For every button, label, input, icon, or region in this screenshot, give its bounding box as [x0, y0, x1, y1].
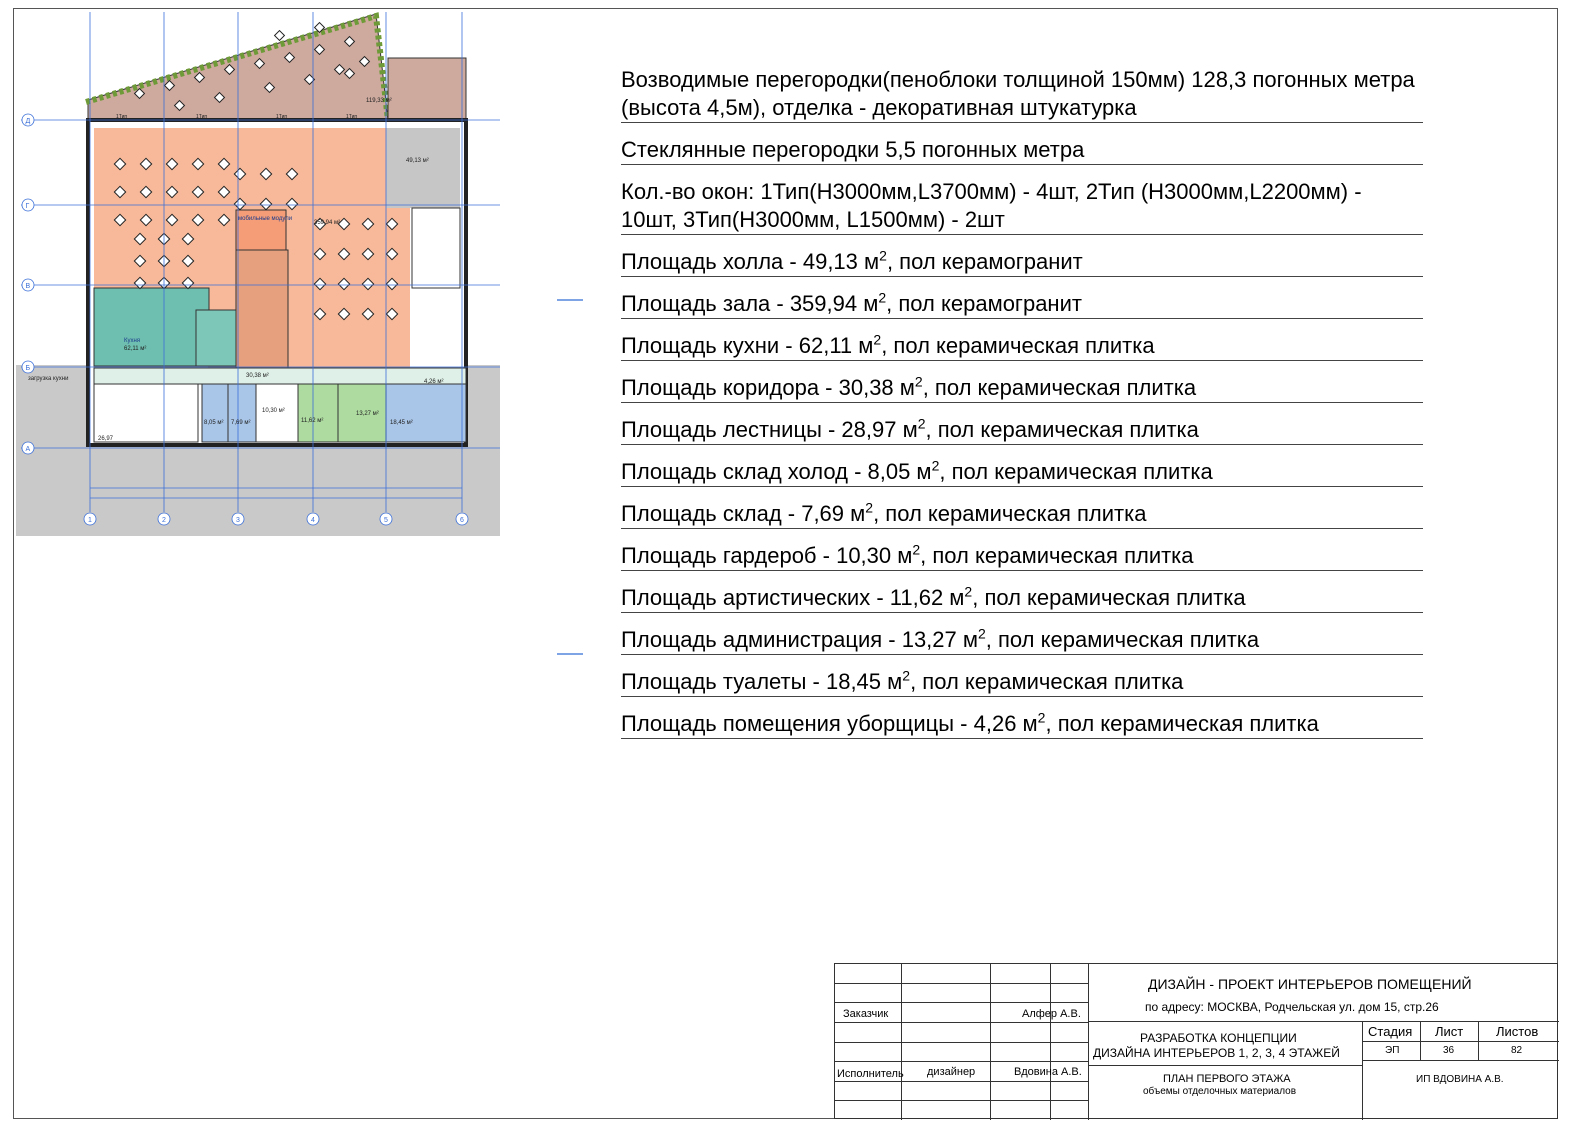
- stage-value: ЭП: [1385, 1045, 1400, 1056]
- label-cold-store: 8,05 м²: [204, 420, 224, 426]
- label-terrace: 119,33 м²: [366, 98, 392, 104]
- table-icon: [275, 31, 285, 41]
- axis-label-1: 1: [88, 517, 92, 524]
- axis-label-Б: Б: [25, 365, 31, 372]
- sheet-title2: объемы отделочных материалов: [1143, 1086, 1297, 1097]
- axis-label-Д: Д: [25, 118, 31, 125]
- window-tag: 1Тип: [346, 114, 358, 120]
- label-admin: 13,27 м²: [356, 411, 379, 417]
- floor-plan: [16, 10, 500, 536]
- spec-item: Площадь склад - 7,69 $м^2$, пол керамическая плитка: [621, 500, 1423, 529]
- window-tag: 1Тип: [276, 114, 288, 120]
- hall-area: [386, 128, 460, 208]
- label-stairs: 26,97: [98, 436, 114, 442]
- executor-role: дизайнер: [927, 1066, 976, 1078]
- axis-label-4: 4: [311, 517, 315, 524]
- development-line1: РАЗРАБОТКА КОНЦЕПЦИИ: [1140, 1031, 1297, 1045]
- margin-tick: [557, 299, 583, 301]
- spec-item: Площадь лестницы - 28,97 $м^2$, пол керамическая плитка: [621, 416, 1423, 445]
- spec-item: Площадь туалеты - 18,45 $м^2$, пол керамическая плитка: [621, 668, 1423, 697]
- axis-label-Г: Г: [25, 203, 30, 210]
- axis-label-А: А: [25, 446, 31, 453]
- stage-label: Стадия: [1368, 1024, 1413, 1039]
- label-store: 7,69 м²: [231, 420, 251, 426]
- spec-item: Возводимые перегородки(пеноблоки толщиной 150мм) 128,3 погонных метра (высота 4,5м), отделка - декоративная штукатурка: [621, 66, 1423, 123]
- spec-item: Площадь помещения уборщицы - 4,26 $м^2$, пол керамическая плитка: [621, 710, 1423, 739]
- cold-store: [202, 384, 228, 442]
- label-corridor: 30,38 м²: [246, 373, 269, 379]
- stairs-room: [94, 384, 198, 442]
- customer-label: Заказчик: [843, 1008, 889, 1020]
- title-block: [834, 963, 1558, 1119]
- spec-item: Площадь гардероб - 10,30 $м^2$, пол керамическая плитка: [621, 542, 1423, 571]
- development-line2: ДИЗАЙНА ИНТЕРЬЕРОВ 1, 2, 3, 4 ЭТАЖЕЙ: [1093, 1046, 1340, 1060]
- corridor: [94, 368, 466, 384]
- kitchen-area: [94, 288, 209, 366]
- stair-block: [412, 208, 460, 288]
- spec-item: Площадь администрация - 13,27 $м^2$, пол керамическая плитка: [621, 626, 1423, 655]
- window-tag: 1Тип: [116, 114, 128, 120]
- axis-label-5: 5: [384, 517, 388, 524]
- label-zal: 359,94 м²: [314, 220, 341, 226]
- executor-label: Исполнитель: [837, 1068, 904, 1080]
- axis-label-3: 3: [236, 517, 240, 524]
- spec-item: Площадь холла - 49,13 $м^2$, пол керамогранит: [621, 248, 1423, 277]
- label-cleaner: 4,26 м²: [424, 379, 444, 385]
- axis-label-6: 6: [460, 517, 464, 524]
- artists: [298, 384, 338, 442]
- spec-item: Площадь кухни - 62,11 $м^2$, пол керамическая плитка: [621, 332, 1423, 361]
- spec-item: Площадь склад холод - 8,05 $м^2$, пол керамическая плитка: [621, 458, 1423, 487]
- kitchen-wash: [196, 310, 238, 366]
- spec-item: Площадь артистических - 11,62 $м^2$, пол керамическая плитка: [621, 584, 1423, 613]
- executor-name: Вдовина А.В.: [1014, 1066, 1082, 1078]
- label-cloak: 10,30 м²: [262, 408, 285, 414]
- axis-label-2: 2: [162, 517, 166, 524]
- axis-label-В: В: [25, 283, 31, 290]
- sheets-label: Листов: [1496, 1024, 1539, 1039]
- label-toilets: 18,45 м²: [390, 420, 413, 426]
- customer-name: Алфер А.В.: [1022, 1008, 1081, 1020]
- label-hall: 49,13 м²: [406, 158, 429, 164]
- toilets: [386, 384, 466, 442]
- project-address: по адресу: МОСКВА, Родчельская ул. дом 15, стр.26: [1145, 1000, 1439, 1014]
- window-tag: 1Тип: [196, 114, 208, 120]
- project-title: ДИЗАЙН - ПРОЕКТ ИНТЕРЬЕРОВ ПОМЕЩЕНИЙ: [1148, 976, 1472, 992]
- label-artists: 11,62 м²: [301, 418, 324, 424]
- spec-item: Стеклянные перегородки 5,5 погонных метра: [621, 136, 1423, 165]
- margin-tick: [557, 653, 583, 655]
- sheets-value: 82: [1511, 1045, 1523, 1056]
- company: ИП ВДОВИНА А.В.: [1416, 1074, 1504, 1085]
- sheet-label: Лист: [1435, 1024, 1464, 1039]
- label-kitchen-name: Кухня: [124, 338, 141, 344]
- sheet-title1: ПЛАН ПЕРВОГО ЭТАЖА: [1163, 1073, 1291, 1085]
- store: [228, 384, 256, 442]
- sheet-value: 36: [1443, 1045, 1455, 1056]
- terrace-annex: [388, 58, 466, 120]
- spec-list: [621, 66, 1423, 752]
- spec-item: Площадь коридора - 30,38 $м^2$, пол керамическая плитка: [621, 374, 1423, 403]
- label-loading: загрузка кухни: [28, 376, 69, 382]
- label-kitchen-area: 62,11 м²: [124, 346, 147, 352]
- spec-item: Площадь зала - 359,94 $м^2$, пол керамогранит: [621, 290, 1423, 319]
- spec-item: Кол.-во окон: 1Тип(Н3000мм,L3700мм) - 4шт, 2Тип (Н3000мм,L2200мм) - 10шт, 3Тип(Н3000мм, L1500мм) - 2шт: [621, 178, 1423, 235]
- core-area: [236, 250, 288, 368]
- label-mobile: мобильные модули: [238, 216, 293, 222]
- ground-area-right: [464, 365, 500, 465]
